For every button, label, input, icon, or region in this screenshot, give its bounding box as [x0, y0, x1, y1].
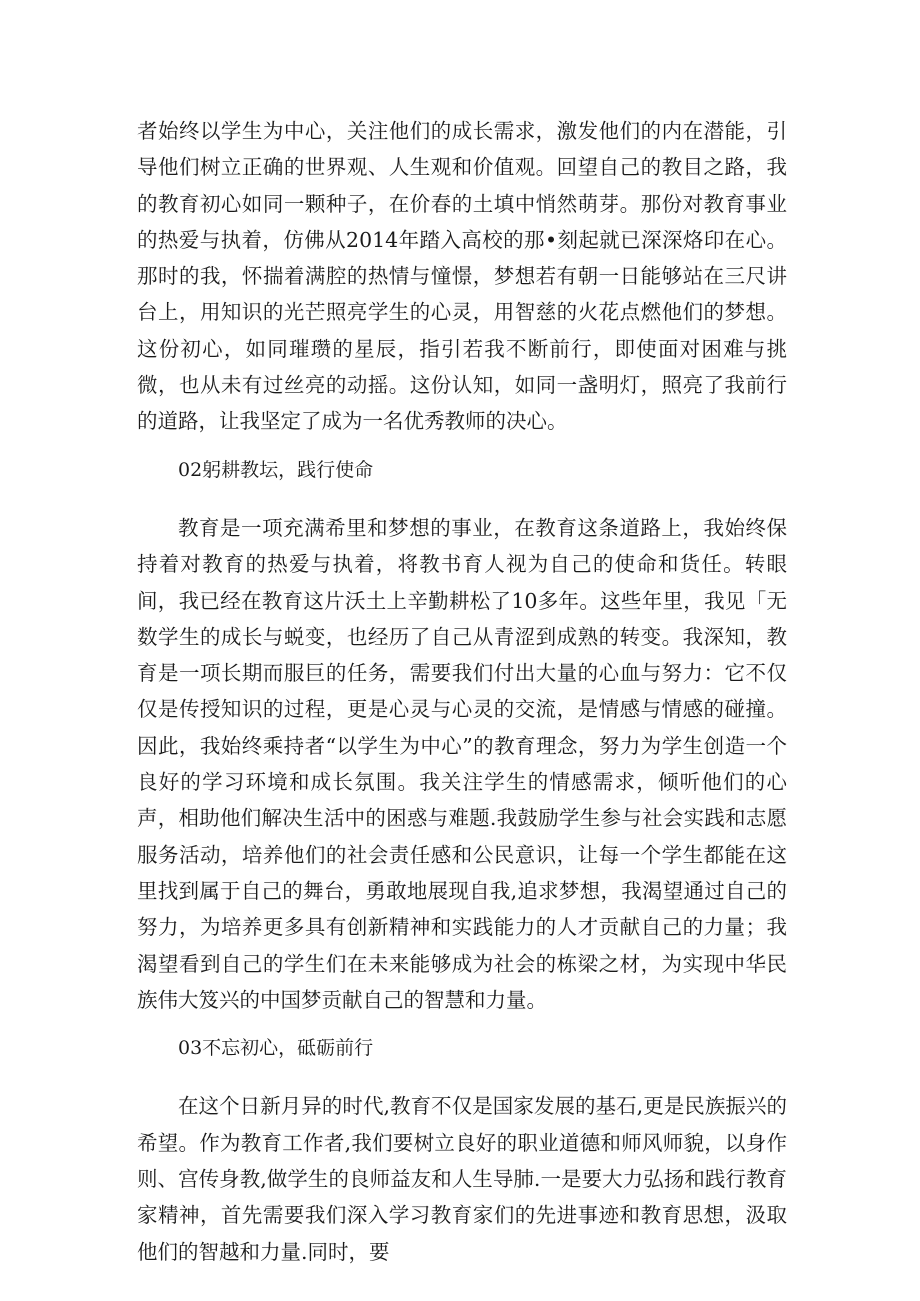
paragraph-intro: 者始终以学生为中心，关注他们的成长需求，激发他们的内在潜能，引导他们树立正确的世界观、人生观和价值观。回望自己的教目之路，我的教育初心如同一颗种子，在价春的土填中悄然萌芽。那份对教育事业的热爱与执着，仿佛从2014年踏入高校的那•刻起就已深深烙印在心。那时的我，怀揣着满腔的热情与憧憬，梦想若有朝一日能够站在三尺讲台上，用知识的光芒照亮学生的心灵，用智慈的火花点燃他们的梦想。这份初心，如同璀瓒的星辰，指引若我不断前行，即使面对困难与挑微，也从未有过丝亮的动摇。这份认知，如同一盏明灯，照亮了我前行的道路，让我坚定了成为一名优秀教师的决心。	[137, 119, 787, 434]
spacer	[137, 1066, 787, 1088]
spacer	[137, 1018, 787, 1030]
spacer	[137, 488, 787, 510]
spacer	[137, 440, 787, 452]
document-page	[137, 113, 787, 1270]
section-heading-02: 02躬耕教坛，践行使命	[178, 458, 374, 481]
paragraph-section-03: 在这个日新月异的时代,教育不仅是国家发展的基石,更是民族振兴的希望。作为教育工作者,我们要树立良好的职业道德和师风师貌，以身作则、宫传身教,做学生的良师益友和人生导肺.一是要大力弘扬和践行教育家精神，首先需要我们深入学习教育家们的先进事迹和教育思想，汲取他们的智越和力量.同时，要	[137, 1094, 787, 1264]
section-heading-03: 03不忘初心，砥砺前行	[178, 1037, 374, 1060]
paragraph-section-02: 教育是一项充满希里和梦想的事业，在教育这条道路上，我始终保持着对教育的热爱与执着，将教书育人视为自己的使命和货任。转眼间，我已经在教育这片沃土上辛勤耕松了10多年。这些年里，我见「无数学生的成长与蜕变，也经历了自己从青涩到成熟的转变。我深知，教育是一项长期而服巨的任务，需要我们付出大量的心血与努力：它不仅仅是传授知识的过程，更是心灵与心灵的交流，是情感与情感的碰撞。因此，我始终乘持者“以学生为中心”的教育理念，努力为学生创造一个良好的学习环境和成长氛围。我关注学生的情感需求，倾听他们的心声，相助他们解决生活中的困惑与难题.我鼓励学生参与社会实践和志愿服务活动，培养他们的社会责任感和公民意识，让每一个学生都能在这里找到属于自己的舞台，勇敢地展现自我,追求梦想，我渴望通过自己的努力，为培养更多具有创新精神和实践能力的人才贡献自己的力量；我渴望看到自己的学生们在未来能够成为社会的栋梁之材，为实现中华民族伟大笈兴的中国梦贡献自己的智慧和力量。	[137, 515, 787, 1012]
